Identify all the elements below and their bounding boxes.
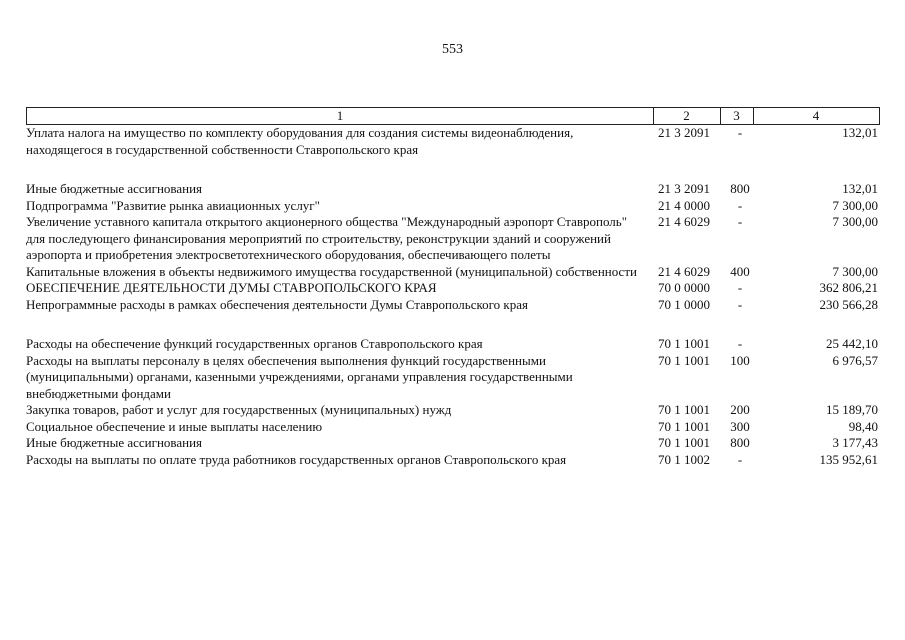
row-name: Расходы на выплаты персоналу в целях обеспечения выполнения функций государственными (муниципальными) органами, казенными учреждениями, органами управления государственными внебюджетными фондами <box>26 352 573 401</box>
header-col-1: 1 <box>27 108 654 124</box>
row-type: - <box>737 197 743 213</box>
page-number: 553 <box>442 42 463 57</box>
row-type: - <box>737 451 743 467</box>
row-amount: 7 300,00 <box>832 197 878 213</box>
row-name: Социальное обеспечение и иные выплаты населению <box>26 418 323 434</box>
row-code: 21 4 6029 <box>658 214 710 229</box>
row-amount: 135 952,61 <box>819 451 878 467</box>
row-type: - <box>737 125 743 140</box>
row-amount: 132,01 <box>842 181 878 196</box>
row-type: 800 <box>730 435 750 450</box>
table-row <box>26 125 880 158</box>
header-col-2: 2 <box>653 108 721 124</box>
row-amount: 7 300,00 <box>832 214 878 229</box>
table-row <box>26 435 880 452</box>
row-amount: 230 566,28 <box>819 296 878 312</box>
table-row <box>26 181 880 198</box>
row-type: - <box>737 214 743 229</box>
row-type: 100 <box>730 352 750 368</box>
table-row <box>26 336 880 353</box>
row-type: - <box>737 336 743 351</box>
row-amount: 7 300,00 <box>832 263 878 279</box>
table-row <box>26 419 880 436</box>
row-type: - <box>737 280 743 295</box>
row-name: Увеличение уставного капитала открытого акционерного общества "Международный аэропорт Ставрополь" для последующего финансирования мероприятий по строительству, реконструкции зданий и сооружений аэропорта и приобретения электросветотехнического оборудования, обеспечивающего полеты <box>26 214 628 262</box>
row-name: Уплата налога на имущество по комплекту оборудования для создания системы видеонаблюдения, находящегося в государственной собственности Ставропольского края <box>26 125 574 157</box>
row-amount: 98,40 <box>848 418 878 434</box>
row-amount: 362 806,21 <box>819 280 878 295</box>
row-amount: 132,01 <box>842 125 878 140</box>
row-code: 70 1 1001 <box>658 418 710 434</box>
row-code: 70 1 1001 <box>658 402 710 417</box>
row-spacer <box>26 158 880 181</box>
table-row <box>26 402 880 419</box>
row-name: Расходы на выплаты по оплате труда работников государственных органов Ставропольского края <box>26 451 567 467</box>
row-code: 70 1 1001 <box>658 352 710 368</box>
row-code: 21 3 2091 <box>658 125 710 140</box>
row-name: Непрограммные расходы в рамках обеспечения деятельности Думы Ставропольского края <box>26 296 528 312</box>
row-type: 400 <box>730 263 750 279</box>
row-name: Расходы на обеспечение функций государственных органов Ставропольского края <box>26 336 483 351</box>
table-header <box>26 107 880 125</box>
table-row <box>26 214 880 264</box>
row-code: 21 4 0000 <box>658 197 710 213</box>
row-code: 70 1 0000 <box>658 296 710 312</box>
row-type: 300 <box>730 418 750 434</box>
row-type: 800 <box>730 181 750 196</box>
row-code: 21 3 2091 <box>658 181 710 196</box>
row-code: 70 1 1001 <box>658 435 710 450</box>
row-type: - <box>737 296 743 312</box>
row-code: 70 1 1001 <box>658 336 710 351</box>
row-code: 21 4 6029 <box>658 263 710 279</box>
table-body <box>26 125 880 468</box>
header-col-3: 3 <box>720 108 754 124</box>
row-code: 70 1 1002 <box>658 451 710 467</box>
row-amount: 15 189,70 <box>826 402 878 417</box>
table-row <box>26 280 880 297</box>
header-col-4: 4 <box>812 108 820 123</box>
row-type: 200 <box>730 402 750 417</box>
row-name: Закупка товаров, работ и услуг для государственных (муниципальных) нужд <box>26 402 452 417</box>
row-amount: 3 177,43 <box>832 435 878 450</box>
table-row <box>26 264 880 281</box>
row-name: Иные бюджетные ассигнования <box>26 435 203 450</box>
budget-table <box>26 107 880 468</box>
row-name: Подпрограмма "Развитие рынка авиационных услуг" <box>26 197 320 213</box>
row-amount: 25 442,10 <box>826 336 878 351</box>
table-row <box>26 353 880 403</box>
row-amount: 6 976,57 <box>832 352 878 368</box>
row-name: Иные бюджетные ассигнования <box>26 181 203 196</box>
table-row <box>26 198 880 215</box>
row-name: Капитальные вложения в объекты недвижимого имущества государственной (муниципальной) собственности <box>26 263 637 279</box>
table-row <box>26 452 880 469</box>
row-code: 70 0 0000 <box>658 280 710 295</box>
table-row <box>26 297 880 314</box>
row-name: ОБЕСПЕЧЕНИЕ ДЕЯТЕЛЬНОСТИ ДУМЫ СТАВРОПОЛЬСКОГО КРАЯ <box>26 280 437 295</box>
row-spacer <box>26 313 880 336</box>
